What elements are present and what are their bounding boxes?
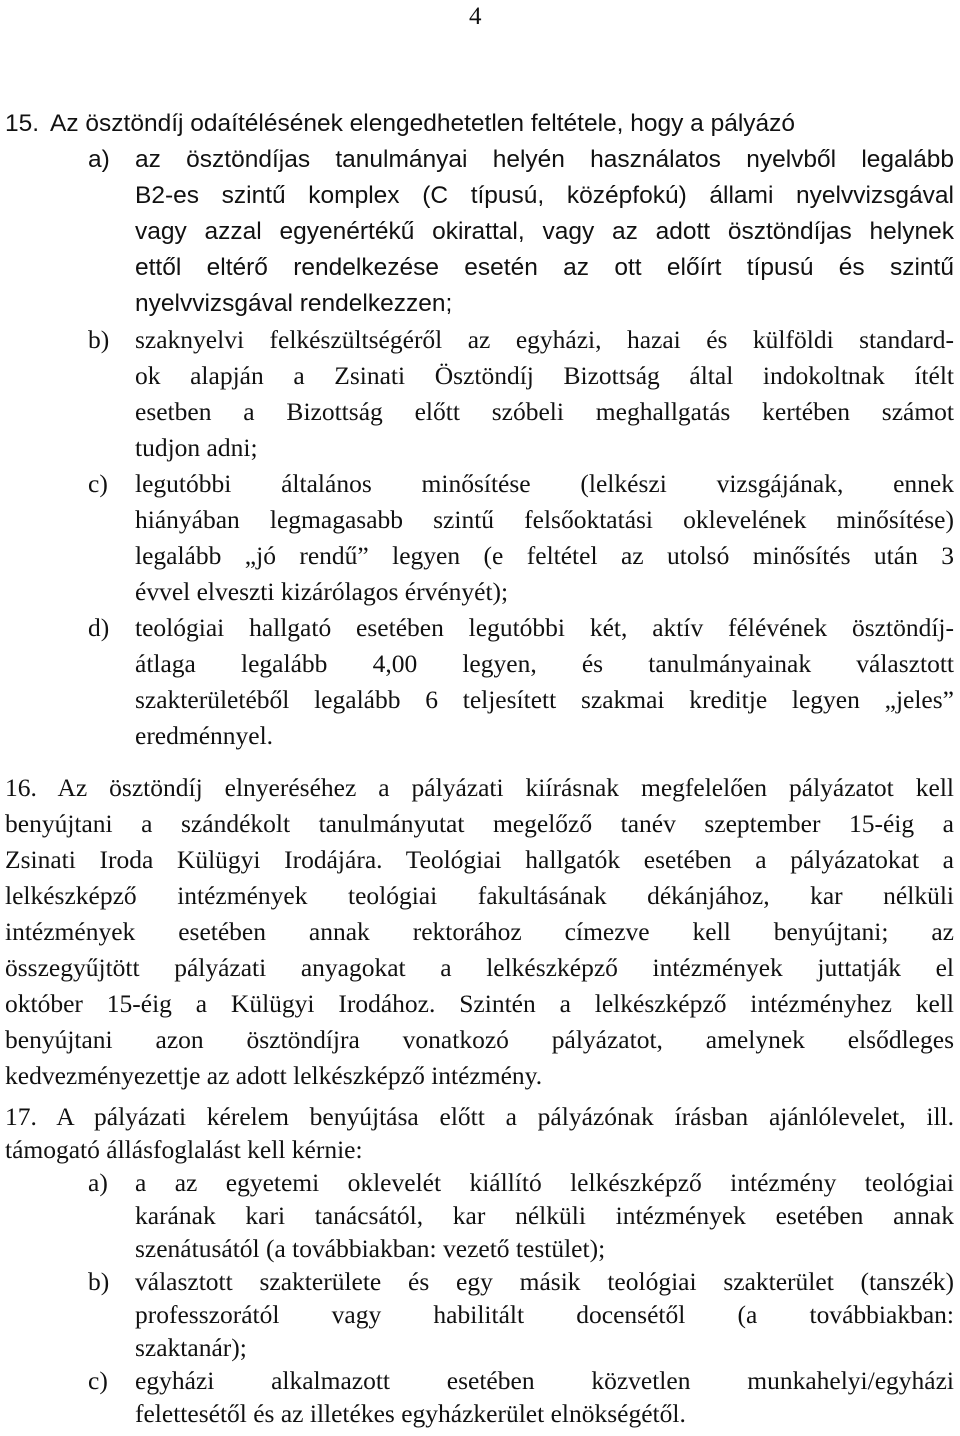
- item-15d-line: átlaga legalább 4,00 legyen, és tanulmányainak választott: [135, 649, 954, 678]
- section-16-line: benyújtani azon ösztöndíjra vonatkozó pályázatot, amelynek elsődleges: [5, 1025, 954, 1054]
- section-15-number: 15.: [5, 110, 40, 137]
- item-17c-line: egyházi alkalmazott esetében közvetlen munkahelyi/egyházi: [135, 1366, 954, 1395]
- item-15a-line: vagy azzal egyenértékű okirattal, vagy az adott ösztöndíjas helynek: [135, 218, 954, 245]
- item-15d-label: d): [88, 613, 110, 642]
- item-15b-line: tudjon adni;: [135, 433, 258, 462]
- item-15a-line: nyelvvizsgával rendelkezzen;: [135, 290, 453, 317]
- item-15b-label: b): [88, 325, 110, 354]
- section-16-line: összegyűjtött pályázati anyagokat a lelkészképző intézmények juttatják el: [5, 953, 954, 982]
- item-15d-line: szakterületéből legalább 6 teljesített szakmai kreditje legyen „jeles”: [135, 685, 954, 714]
- item-15b-line: esetben a Bizottság előtt szóbeli meghallgatás kertében számot: [135, 397, 954, 426]
- item-17b-label: b): [88, 1267, 110, 1296]
- page-number: 4: [469, 3, 482, 30]
- item-15d-line: teológiai hallgató esetében legutóbbi két, aktív félévének ösztöndíj-: [135, 613, 954, 642]
- item-17b-line: választott szakterülete és egy másik teológiai szakterület (tanszék): [135, 1267, 954, 1296]
- item-15a-line: az ösztöndíjas tanulmányai helyén használatos nyelvből legalább: [135, 146, 954, 173]
- item-15a-line: ettől eltérő rendelkezése esetén az ott előírt típusú és szintű: [135, 254, 954, 281]
- section-16-line: október 15-éig a Külügyi Irodához. Szintén a lelkészképző intézményhez kell: [5, 989, 954, 1018]
- section-16-line: kedvezményezettje az adott lelkészképző intézmény.: [5, 1061, 543, 1090]
- section-17-line: 17. A pályázati kérelem benyújtása előtt a pályázónak írásban ajánlólevelet, ill.: [5, 1102, 954, 1131]
- item-17b-line: szaktanár);: [135, 1333, 247, 1362]
- item-17a-line: a az egyetemi oklevelét kiállító lelkészképző intézmény teológiai: [135, 1168, 954, 1197]
- section-16-line: intézmények esetében annak rektorához címezve kell benyújtani; az: [5, 917, 954, 946]
- item-15c-line: hiányában legmagasabb szintű felsőoktatási oklevelének minősítése): [135, 505, 954, 534]
- item-15c-line: legalább „jó rendű” legyen (e feltétel az utolsó minősítés után 3: [135, 541, 954, 570]
- section-16-line: lelkészképző intézmények teológiai fakultásának dékánjához, kar nélküli: [5, 881, 954, 910]
- item-17a-line: szenátusától (a továbbiakban: vezető testület);: [135, 1234, 606, 1263]
- item-15a-line: B2-es szintű komplex (C típusú, középfokú) állami nyelvvizsgával: [135, 182, 954, 209]
- section-15-intro: Az ösztöndíj odaítélésének elengedhetetlen feltétele, hogy a pályázó: [50, 110, 796, 137]
- item-15c-line: legutóbbi általános minősítése (lelkészi vizsgájának, ennek: [135, 469, 954, 498]
- item-15a-label: a): [88, 146, 110, 173]
- item-15d-line: eredménnyel.: [135, 721, 274, 750]
- item-15b-line: szaknyelvi felkészültségéről az egyházi, hazai és külföldi standard-: [135, 325, 954, 354]
- item-15c-label: c): [88, 469, 108, 498]
- item-17c-line: felettesétől és az illetékes egyházkerület elnökségétől.: [135, 1399, 686, 1428]
- section-17-line: támogató állásfoglalást kell kérnie:: [5, 1135, 363, 1164]
- item-17a-line: karának kari tanácsától, kar nélküli intézmények esetében annak: [135, 1201, 954, 1230]
- item-15c-line: évvel elveszti kizárólagos érvényét);: [135, 577, 509, 606]
- section-16-line: Zsinati Iroda Külügyi Irodájára. Teológiai hallgatók esetében a pályázatokat a: [5, 845, 954, 874]
- item-17b-line: professzorától vagy habilitált docensétől (a továbbiakban:: [135, 1300, 954, 1329]
- section-16-line: benyújtani a szándékolt tanulmányutat megelőző tanév szeptember 15-éig a: [5, 809, 954, 838]
- item-17a-label: a): [88, 1168, 108, 1197]
- item-17c-label: c): [88, 1366, 108, 1395]
- section-16-line: 16. Az ösztöndíj elnyeréséhez a pályázati kiírásnak megfelelően pályázatot kell: [5, 773, 954, 802]
- item-15b-line: ok alapján a Zsinati Ösztöndíj Bizottság által indokoltnak ítélt: [135, 361, 954, 390]
